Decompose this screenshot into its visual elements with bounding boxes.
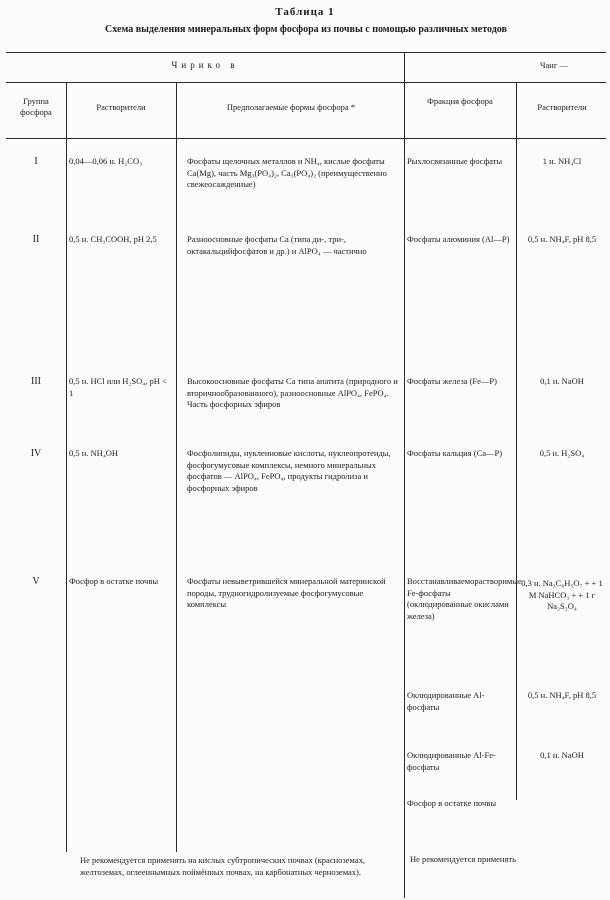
header-forms: Предполагаемые формы фосфора * bbox=[226, 102, 356, 112]
chang-2-solvent: 0,5 н. NH₄F, pH 8,5 bbox=[527, 234, 597, 244]
row-1-forms: Фосфаты щелочных металлов и NH₄, кислые фосфаты Ca(Mg), часть Mg₃(PO₄)₂, Ca₃(PO₄)₂ (преимущественно свежеосажденные) bbox=[187, 156, 387, 189]
row-2-group: II bbox=[32, 234, 40, 245]
chang-3-fraction: Фосфаты железа (Fe—P) bbox=[407, 376, 497, 386]
footnote-right: Не рекомендуется применять bbox=[410, 854, 516, 864]
header-solvents: Растворители bbox=[96, 102, 146, 112]
col-divider-main bbox=[404, 52, 405, 898]
chang-1-fraction: Рыхлосвязанные фосфаты bbox=[407, 156, 503, 166]
row-4-group: IV bbox=[30, 448, 42, 459]
chang-6-solvent: 0,5 н. NH₄F, pH 8,5 bbox=[527, 690, 597, 700]
row-5-forms: Фосфаты невыветрившейся минеральной материнской породы, трудногидролизуемые фосфогумусовые комплексы bbox=[187, 576, 386, 609]
chang-2-fraction: Фосфаты алюминия (Al—P) bbox=[407, 234, 510, 244]
row-2-solvent: 0,5 н. CH₃COOH, pH 2,5 bbox=[69, 234, 157, 244]
chang-5-fraction: Восстанавливаеморастворимые Fe-фосфаты (оклюдированные окислами железа) bbox=[407, 576, 522, 621]
row-3-forms: Высокоосновные фосфаты Ca типа апатита (природного и вторичнообразованного), разноосновные AlPO₄, FePO₄. Часть фосфорных эфиров bbox=[187, 376, 398, 409]
header-fraction: Фракция фосфора bbox=[427, 96, 493, 106]
chang-7-solvent: 0,1 н. NaOH bbox=[540, 750, 584, 760]
footnote-left: Не рекомендуется применять на кислых субтропических почвах (красноземах, желтоземах, оглееннымных поймённых почвах, на карбонатных черноземах). bbox=[80, 855, 365, 877]
header-solvents-right: Растворители bbox=[537, 102, 587, 112]
col-divider-1 bbox=[66, 82, 67, 852]
row-1-solvent: 0,04—0,06 н. H₂CO₃ bbox=[69, 156, 143, 166]
col-divider-right bbox=[516, 82, 517, 800]
row-2-forms: Разноосновные фосфаты Ca (типа ди-, три-, октакальцийфосфатов и др.) и AlPO₄ — частично bbox=[187, 234, 367, 256]
chang-4-fraction: Фосфаты кальция (Ca—P) bbox=[407, 448, 503, 458]
table-subtitle: Схема выделения минеральных форм фосфора из почвы с помощью различных методов bbox=[105, 24, 507, 35]
chang-6-fraction: Оклюдированные Al-фосфаты bbox=[407, 690, 485, 712]
right-section-header: Чанг — bbox=[540, 60, 568, 70]
chang-7-fraction: Оклюдированные Al-Fe-фосфаты bbox=[407, 750, 496, 772]
chang-4-solvent: 0,5 н. H₂SO₄ bbox=[539, 448, 585, 458]
col-divider-2 bbox=[176, 82, 177, 852]
chang-8-fraction: Фосфор в остатке почвы bbox=[407, 798, 497, 808]
row-5-group: V bbox=[32, 576, 40, 587]
row-3-group: III bbox=[31, 376, 41, 387]
row-5-solvent: Фосфор в остатке почвы bbox=[69, 576, 159, 586]
row-4-forms: Фосфолипиды, нуклеиновые кислоты, нуклеопротеиды, фосфогумусовые комплексы, немного минеральных фосфатов — AlPO₄, FePO₄, продукты гидролиза и фосфорных эфиров bbox=[187, 448, 391, 493]
chang-3-solvent: 0,1 н. NaOH bbox=[540, 376, 584, 386]
left-section-header: Чирико в bbox=[171, 60, 239, 70]
chang-1-solvent: 1 н. NH₄Cl bbox=[542, 156, 582, 166]
chang-5-solvent: 0,3 н. Na₃C₆H₅O₇ + + 1 M NaHCO₃ + + 1 г Na₂S₂O₄ bbox=[521, 578, 603, 611]
rule-top bbox=[6, 52, 606, 53]
header-group: Группа фосфора bbox=[20, 96, 52, 117]
row-3-solvent: 0,5 н. HCl или H₂SO₄, pH < 1 bbox=[69, 376, 167, 398]
table-title: Таблица 1 bbox=[275, 6, 335, 18]
row-1-group: I bbox=[34, 156, 38, 167]
row-4-solvent: 0,5 н. NH₄OH bbox=[69, 448, 119, 458]
